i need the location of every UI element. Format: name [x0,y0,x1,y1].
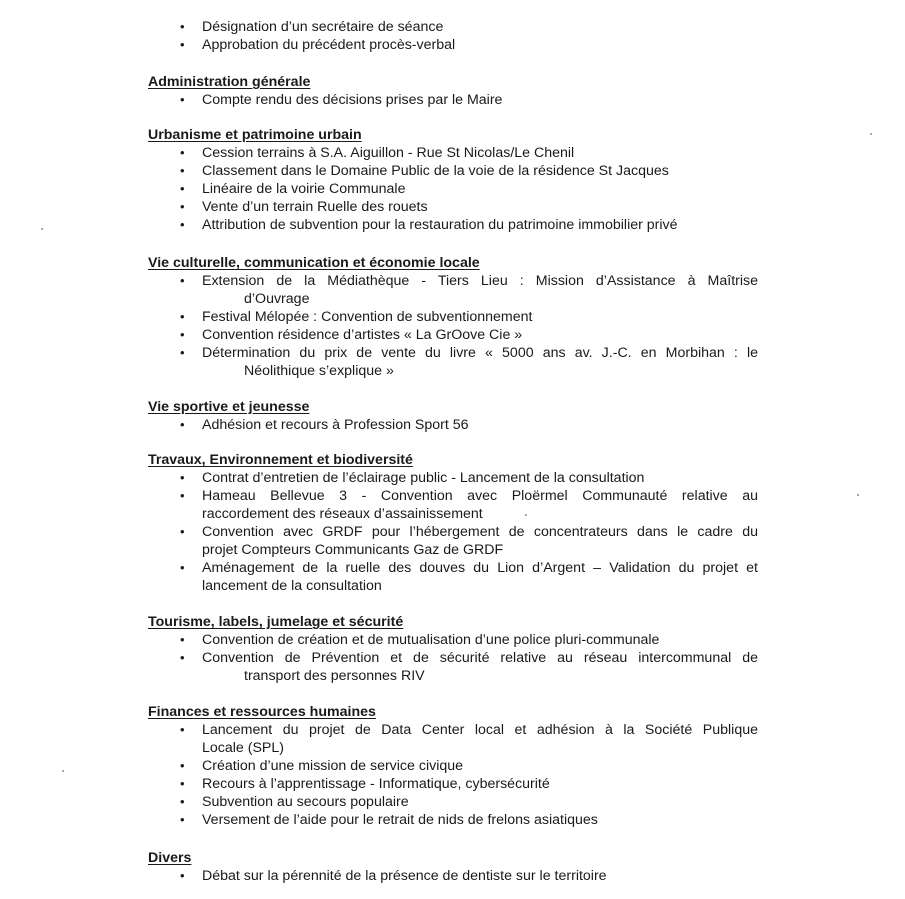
opening-items [178,18,778,54]
list-item [178,721,758,757]
list-item-line: • Convention avec GRDF pour l’hébergement de concentrateurs dans le cadre du [202,524,758,540]
section-urbanisme [148,127,768,234]
section-title: Travaux, Environnement et biodiversité [148,452,413,468]
section-travaux [148,452,768,595]
list-item: • Création d’une mission de service civique [178,757,758,775]
list-item: • Versement de l’aide pour le retrait de nids de frelons asiatiques [178,811,758,829]
list-item: • Recours à l’apprentissage - Informatique, cybersécurité [178,775,758,793]
list-item [178,487,758,523]
list-item: • Débat sur la pérennité de la présence de dentiste sur le territoire [178,867,758,885]
section-culture [148,255,768,380]
list-item: • Subvention au secours populaire [178,793,758,811]
list-item: • Convention de création et de mutualisation d’une police pluri-communale [178,631,758,649]
list-item: • Classement dans le Domaine Public de la voie de la résidence St Jacques [178,162,758,180]
section-sport [148,399,768,434]
scan-speck [525,514,527,516]
list-item: • Contrat d’entretien de l’éclairage public - Lancement de la consultation [178,469,758,487]
list-item: • Adhésion et recours à Profession Sport 56 [178,416,758,434]
list-item [178,649,758,685]
section-administration [148,74,768,109]
list-item [178,559,758,595]
list-item-line: raccordement des réseaux d’assainissement [202,506,483,522]
list-item [178,523,758,559]
list-item: • Festival Mélopée : Convention de subventionnement [178,308,758,326]
list-item-line: Néolithique s’explique » [244,363,394,379]
list-item-line: projet Compteurs Communicants Gaz de GRDF [202,542,504,558]
list-item: • Compte rendu des décisions prises par le Maire [178,91,758,109]
section-tourisme [148,614,768,685]
list-item-line: Locale (SPL) [202,740,285,756]
list-item-line: lancement de la consultation [202,578,382,594]
list-item-line: • Détermination du prix de vente du livre « 5000 ans av. J.-C. en Morbihan : le [202,345,758,361]
list-item-line: • Lancement du projet de Data Center local et adhésion à la Société Publique [202,722,758,738]
scan-speck [41,228,43,230]
section-title: Tourisme, labels, jumelage et sécurité [148,614,404,630]
section-divers [148,850,768,885]
section-title: Finances et ressources humaines [148,704,376,720]
list-item-line: transport des personnes RIV [244,668,425,684]
section-title: Urbanisme et patrimoine urbain [148,127,362,143]
list-item-line: • Aménagement de la ruelle des douves du Lion d’Argent – Validation du projet et [202,560,758,576]
scan-speck [62,770,64,772]
list-item-line: d’Ouvrage [244,291,310,307]
section-title: Divers [148,850,192,866]
section-title: Administration générale [148,74,311,90]
list-item: • Convention résidence d’artistes « La GrOove Cie » [178,326,758,344]
list-item-line: • Extension de la Médiathèque - Tiers Lieu : Mission d’Assistance à Maîtrise [202,273,758,289]
list-item: • Cession terrains à S.A. Aiguillon - Rue St Nicolas/Le Chenil [178,144,758,162]
list-item [178,344,758,380]
scan-speck [870,133,872,135]
section-title: Vie sportive et jeunesse [148,399,310,415]
list-item: • Linéaire de la voirie Communale [178,180,758,198]
list-item [178,272,758,308]
list-item: • Attribution de subvention pour la restauration du patrimoine immobilier privé [178,216,758,234]
section-title: Vie culturelle, communication et économie locale [148,255,480,271]
list-item-line: • Hameau Bellevue 3 - Convention avec Ploërmel Communauté relative au [202,488,758,504]
list-item: • Approbation du précédent procès-verbal [178,36,758,54]
section-finances [148,704,768,829]
scan-speck [857,494,859,496]
list-item: • Vente d’un terrain Ruelle des rouets [178,198,758,216]
list-item: • Désignation d’un secrétaire de séance [178,18,758,36]
list-item-line: • Convention de Prévention et de sécurité relative au réseau intercommunal de [202,650,758,666]
